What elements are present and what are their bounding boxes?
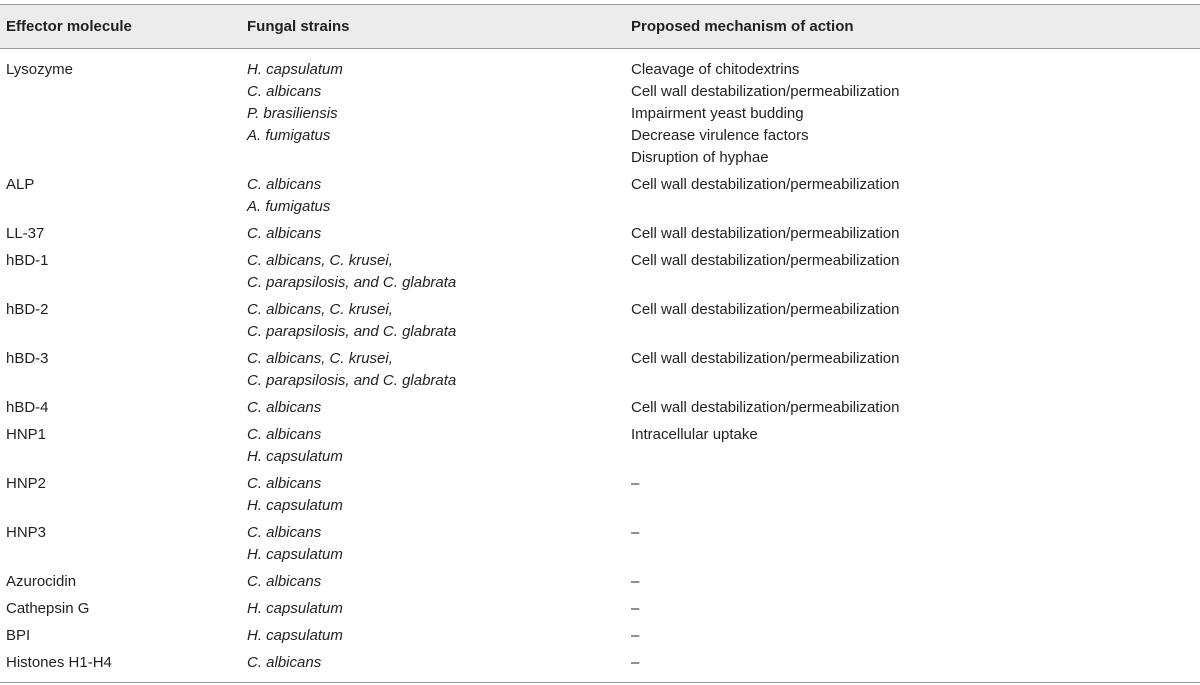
cell-effector-molecule: Histones H1-H4 bbox=[0, 652, 247, 683]
cell-effector-molecule: ALP bbox=[6, 176, 35, 193]
strain-line: C. albicans, C. krusei, bbox=[247, 252, 393, 269]
cell-effector-molecule: hBD-1 bbox=[6, 252, 49, 269]
cell-mechanism bbox=[631, 299, 1200, 348]
mechanism-line: Decrease virulence factors bbox=[631, 127, 809, 144]
header-fungal-strains: Fungal strains bbox=[247, 5, 631, 49]
mechanism-line: – bbox=[631, 573, 640, 590]
strain-line: C. albicans, C. krusei, bbox=[247, 350, 393, 367]
mechanism-line: Cleavage of chitodextrins bbox=[631, 61, 800, 78]
mechanism-line: Intracellular uptake bbox=[631, 426, 758, 443]
mechanism-line: Disruption of hyphae bbox=[631, 149, 769, 166]
cell-effector-molecule: hBD-3 bbox=[6, 350, 49, 367]
cell-fungal-strains bbox=[247, 424, 631, 473]
strain-line: C. parapsilosis, and C. glabrata bbox=[247, 372, 457, 389]
cell-fungal-strains bbox=[247, 348, 631, 397]
strain-line: P. brasiliensis bbox=[247, 105, 338, 122]
mechanism-line: Cell wall destabilization/permeabilization bbox=[631, 225, 900, 242]
strain-line: C. albicans bbox=[247, 225, 322, 242]
cell-effector-molecule: HNP1 bbox=[6, 426, 47, 443]
cell-effector-molecule: Cathepsin G bbox=[6, 600, 90, 617]
cell-effector-molecule: hBD-2 bbox=[6, 301, 49, 318]
mechanism-line: Cell wall destabilization/permeabilization bbox=[631, 301, 900, 318]
cell-fungal-strains bbox=[247, 652, 631, 683]
cell-mechanism bbox=[631, 397, 1200, 424]
cell-fungal-strains bbox=[247, 299, 631, 348]
table-row bbox=[0, 473, 1200, 522]
strain-line: C. albicans bbox=[247, 83, 322, 100]
cell-fungal-strains bbox=[247, 174, 631, 223]
cell-mechanism bbox=[631, 174, 1200, 223]
cell-mechanism bbox=[631, 571, 1200, 598]
mechanism-line: – bbox=[631, 475, 640, 492]
mechanism-line: Impairment yeast budding bbox=[631, 105, 804, 122]
table-row bbox=[0, 174, 1200, 223]
mechanism-line: Cell wall destabilization/permeabilization bbox=[631, 252, 900, 269]
effector-table bbox=[0, 4, 1200, 683]
strain-line: H. capsulatum bbox=[247, 497, 343, 514]
cell-fungal-strains bbox=[247, 250, 631, 299]
table-row bbox=[0, 299, 1200, 348]
table-row bbox=[0, 397, 1200, 424]
strain-line: A. fumigatus bbox=[247, 198, 331, 215]
table-row bbox=[0, 348, 1200, 397]
table-row bbox=[0, 625, 1200, 652]
mechanism-line: – bbox=[631, 524, 640, 541]
cell-effector-molecule: Azurocidin bbox=[6, 573, 77, 590]
cell-mechanism bbox=[631, 250, 1200, 299]
cell-mechanism bbox=[631, 473, 1200, 522]
cell-mechanism bbox=[631, 223, 1200, 250]
cell-fungal-strains bbox=[247, 571, 631, 598]
mechanism-line: Cell wall destabilization/permeabilization bbox=[631, 399, 900, 416]
table-row bbox=[0, 250, 1200, 299]
table-row bbox=[0, 223, 1200, 250]
cell-effector-molecule: Lysozyme bbox=[6, 61, 73, 78]
header-mechanism: Proposed mechanism of action bbox=[631, 5, 1200, 49]
strain-line: C. albicans bbox=[247, 524, 322, 541]
cell-effector-molecule: HNP2 bbox=[6, 475, 47, 492]
strain-line: H. capsulatum bbox=[247, 627, 343, 644]
cell-mechanism bbox=[631, 652, 1200, 683]
table-header bbox=[0, 5, 1200, 49]
strain-line: H. capsulatum bbox=[247, 448, 343, 465]
cell-mechanism bbox=[631, 625, 1200, 652]
cell-fungal-strains bbox=[247, 49, 631, 175]
strain-line: C. parapsilosis, and C. glabrata bbox=[247, 274, 457, 291]
header-row bbox=[0, 5, 1200, 49]
table-row bbox=[0, 522, 1200, 571]
strain-line: C. parapsilosis, and C. glabrata bbox=[247, 323, 457, 340]
table-row bbox=[0, 652, 1200, 683]
cell-effector-molecule: hBD-4 bbox=[6, 399, 49, 416]
table-body bbox=[0, 49, 1200, 683]
cell-fungal-strains bbox=[247, 625, 631, 652]
strain-line: C. albicans bbox=[247, 654, 322, 671]
cell-mechanism bbox=[631, 598, 1200, 625]
mechanism-line: Cell wall destabilization/permeabilization bbox=[631, 176, 900, 193]
cell-effector-molecule: BPI bbox=[6, 627, 31, 644]
strain-line: H. capsulatum bbox=[247, 546, 343, 563]
strain-line: H. capsulatum bbox=[247, 61, 343, 78]
mechanism-line: – bbox=[631, 627, 640, 644]
header-effector-molecule: Effector molecule bbox=[0, 5, 247, 49]
strain-line: C. albicans bbox=[247, 573, 322, 590]
mechanism-line: – bbox=[631, 654, 640, 671]
cell-fungal-strains bbox=[247, 397, 631, 424]
mechanism-line: Cell wall destabilization/permeabilization bbox=[631, 83, 900, 100]
strain-line: C. albicans bbox=[247, 399, 322, 416]
strain-line: C. albicans bbox=[247, 426, 322, 443]
cell-mechanism bbox=[631, 424, 1200, 473]
mechanism-line: – bbox=[631, 600, 640, 617]
cell-fungal-strains bbox=[247, 223, 631, 250]
cell-mechanism bbox=[631, 49, 1200, 175]
strain-line: C. albicans bbox=[247, 176, 322, 193]
table-row bbox=[0, 571, 1200, 598]
cell-effector-molecule: LL-37 bbox=[6, 225, 45, 242]
cell-mechanism bbox=[631, 348, 1200, 397]
cell-effector-molecule: HNP3 bbox=[6, 524, 47, 541]
cell-mechanism bbox=[631, 522, 1200, 571]
table-row bbox=[0, 49, 1200, 175]
strain-line: A. fumigatus bbox=[247, 127, 331, 144]
table-row bbox=[0, 598, 1200, 625]
mechanism-line: Cell wall destabilization/permeabilization bbox=[631, 350, 900, 367]
cell-fungal-strains bbox=[247, 473, 631, 522]
table-row bbox=[0, 424, 1200, 473]
strain-line: C. albicans bbox=[247, 475, 322, 492]
cell-fungal-strains bbox=[247, 522, 631, 571]
cell-fungal-strains bbox=[247, 598, 631, 625]
strain-line: C. albicans, C. krusei, bbox=[247, 301, 393, 318]
strain-line: H. capsulatum bbox=[247, 600, 343, 617]
